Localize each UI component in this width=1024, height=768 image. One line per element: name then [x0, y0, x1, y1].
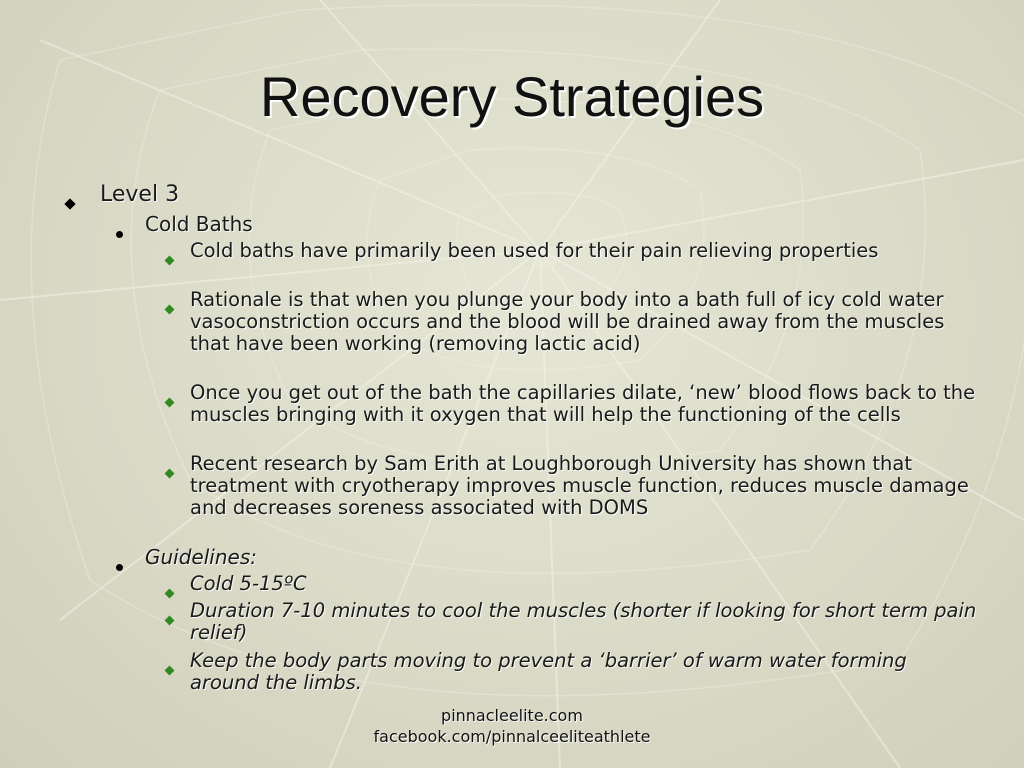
footer-website: pinnacleelite.com [441, 706, 583, 725]
round-bullet-icon [116, 553, 123, 575]
list-item: Duration 7-10 minutes to cool the muscles (shorter if looking for short term pain relief) [190, 600, 980, 644]
footer-facebook: facebook.com/pinnalceeliteathlete [373, 727, 651, 746]
list-item: Recent research by Sam Erith at Loughborough University has shown that treatment with cryotherapy improves muscle function, reduces muscle damage and decreases soreness associated with DOMS [190, 453, 980, 519]
list-item: Keep the body parts moving to prevent a ‘barrier’ of warm water forming around the limbs. [190, 650, 980, 694]
diamond-bullet-icon [66, 190, 74, 214]
list-item: Once you get out of the bath the capillaries dilate, ‘new’ blood flows back to the muscles bringing with it oxygen that will help the functioning of the cells [190, 382, 980, 426]
slide-title: Recovery Strategies [259, 65, 765, 128]
round-bullet-icon [116, 220, 123, 242]
list-item: Rationale is that when you plunge your body into a bath full of icy cold water vasoconstriction occurs and the blood will be drained away from the muscles that have been working (removing lactic acid) [190, 289, 980, 355]
level-label: Level 3 [100, 182, 180, 207]
section-cold-baths [145, 213, 253, 235]
green-diamond-bullet-icon [166, 657, 173, 679]
green-diamond-bullet-icon [166, 607, 173, 629]
section-label: Cold Baths [145, 212, 253, 236]
level-item [100, 183, 179, 207]
green-diamond-bullet-icon [166, 389, 173, 411]
green-diamond-bullet-icon [166, 247, 173, 269]
section-label: Guidelines: [145, 545, 257, 569]
green-diamond-bullet-icon [166, 580, 173, 602]
section-guidelines [145, 546, 257, 568]
list-item: Cold baths have primarily been used for their pain relieving properties [190, 240, 980, 262]
list-item: Cold 5-15ºC [190, 573, 980, 595]
green-diamond-bullet-icon [166, 460, 173, 482]
green-diamond-bullet-icon [166, 296, 173, 318]
